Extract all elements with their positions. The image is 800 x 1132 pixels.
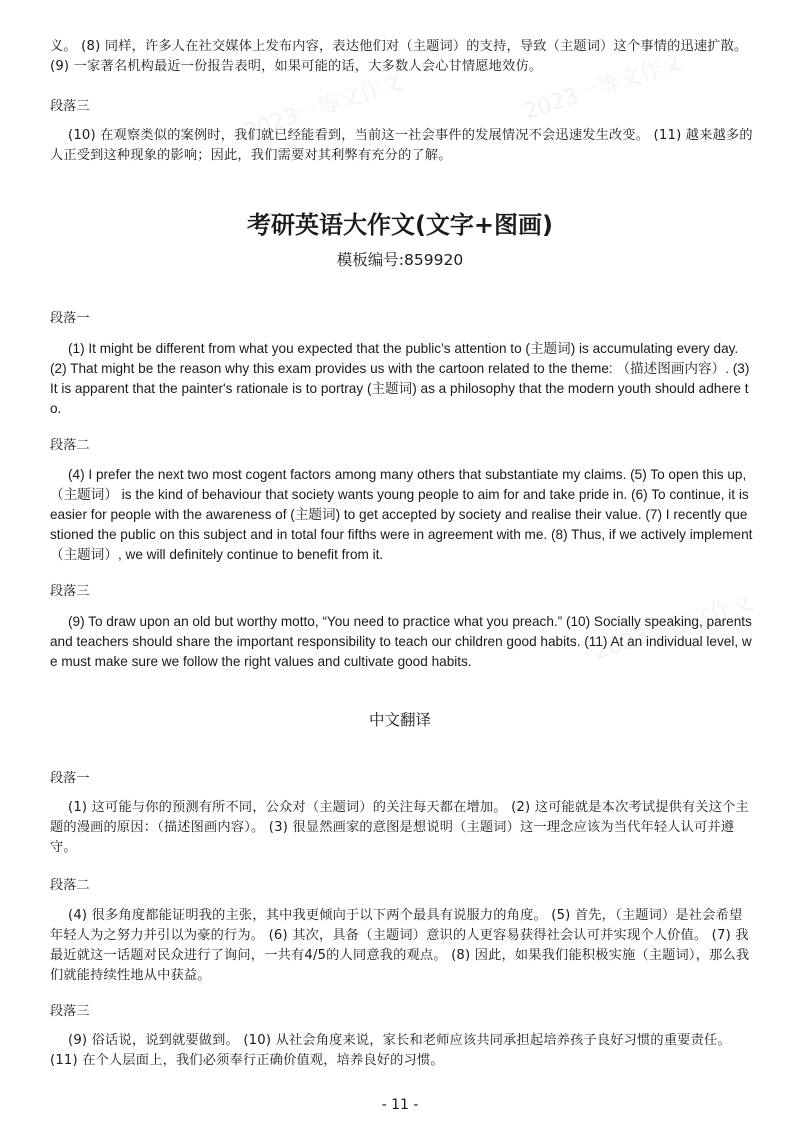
paragraph-label: 段落三 bbox=[50, 99, 90, 114]
chinese-paragraph-2: (4) 很多角度都能证明我的主张，其中我更倾向于以下两个最具有说服力的角度。 (5) 首先，（主题词）是社会希望年轻人为之努力并引以为豪的行为。 (6) 其次，具备（主题词）意识的人更容易获得社会认可并实现个人价值。 (7) 我最近就这一话题对民众进行了询问，一共有4/5的人同意我的观点。 (8) 因此，如果我们能积极实施（主题词），那么我们就能持续性地从中获益。 bbox=[50, 908, 750, 983]
paragraph-label: 段落一 bbox=[50, 771, 90, 786]
english-paragraph-1: (1) It might be different from what you expected that the public’s attention to (主题词) is accumulating every day. (2) That might be the reason why this exam provides us with the cartoon related to the theme: （描述图画内容）. (3) It is apparent that the painter's rationale is to portray (主题词) as a philosophy that the modern youth should adhere to. bbox=[50, 341, 750, 416]
template-number: 模板编号:859920 bbox=[336, 251, 464, 269]
chinese-paragraph-1: (1) 这可能与你的预测有所不同，公众对（主题词）的关注每天都在增加。 (2) 这可能就是本次考试提供有关这个主题的漫画的原因：（描述图画内容）。 (3) 很显然画家的意图是想说明（主题词）这一理念应该为当代年轻人认可并遵守。 bbox=[50, 800, 749, 855]
paragraph-label: 段落一 bbox=[50, 311, 90, 326]
translation-heading: 中文翻译 bbox=[368, 711, 431, 729]
watermark: 2023一等文作文 bbox=[590, 589, 757, 665]
paragraph-label: 段落二 bbox=[50, 438, 90, 453]
page-title: 考研英语大作文(文字+图画) bbox=[246, 211, 554, 239]
watermark: 2023一等文作文 bbox=[240, 69, 407, 145]
paragraph-label: 段落三 bbox=[50, 1004, 90, 1019]
english-paragraph-2: (4) I prefer the next two most cogent factors among many others that substantiate my claims. (5) To open this up, （主题词） is the kind of behaviour that society wants young people to aim for and take pride in. (6) To continue, it is easier for people with the awareness of (主题词) to get accepted by society and realise their value. (7) I recently questioned the public on this subject and in total four fifths were in agreement with me. (8) Thus, if we actively implement （主题词）, we will definitely continue to benefit from it. bbox=[50, 467, 753, 562]
watermark: 2023一等文作文 bbox=[520, 49, 687, 125]
top-paragraph-continued: 义。 (8) 同样，许多人在社交媒体上发布内容，表达他们对（主题词）的支持，导致（主题词）这个事情的迅速扩散。 (9) 一家著名机构最近一份报告表明，如果可能的话，大多数人会心甘情愿地效仿。 bbox=[50, 39, 748, 74]
english-paragraph-3: (9) To draw upon an old but worthy motto, “You need to practice what you preach.” (10) Socially speaking, parents and teachers should share the important responsibility to teach our children good habits. (11) At an individual level, we must make sure we follow the right values and cultivate good habits. bbox=[50, 614, 752, 669]
chinese-paragraph-3a: (9) 俗话说，说到就要做到。 (10) 从社会角度来说，家长和老师应该共同承担起培养孩子良好习惯的重要责任。 bbox=[68, 1033, 731, 1048]
top-paragraph-3: (10) 在观察类似的案例时，我们就已经能看到，当前这一社会事件的发展情况不会迅速发生改变。 (11) 越来越多的人正受到这种现象的影响；因此，我们需要对其利弊有充分的了解。 bbox=[50, 128, 753, 163]
paragraph-label: 段落二 bbox=[50, 878, 90, 893]
paragraph-label: 段落三 bbox=[50, 584, 90, 599]
page-number: - 11 - bbox=[381, 1097, 419, 1113]
chinese-paragraph-3b: (11) 在个人层面上，我们必须奉行正确价值观，培养良好的习惯。 bbox=[50, 1053, 444, 1068]
